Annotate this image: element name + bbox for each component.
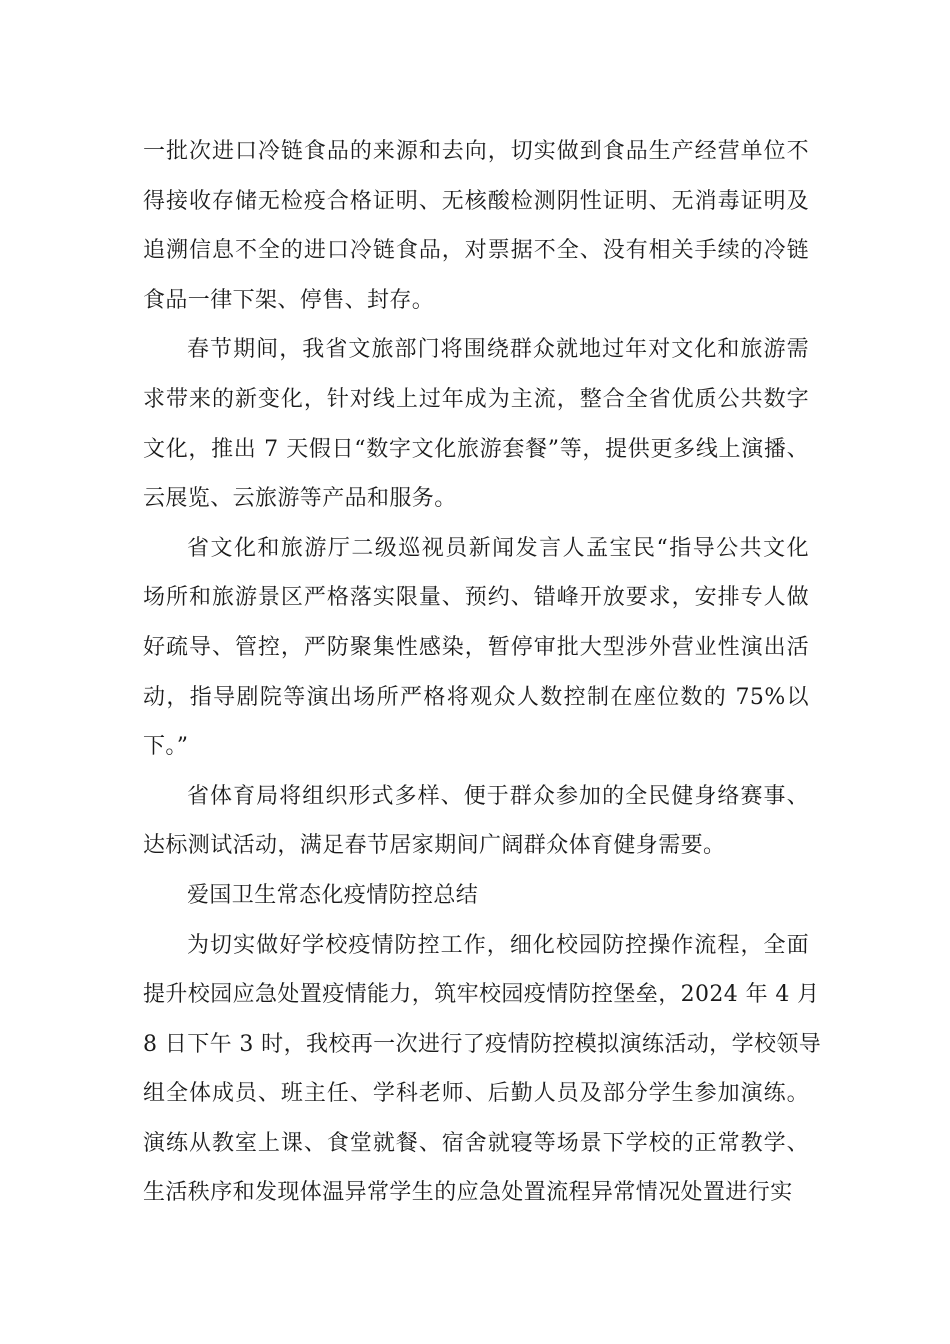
text-line: 省体育局将组织形式多样、便于群众参加的全民健身络赛事、 (187, 783, 809, 809)
text-line: 达标测试活动，满足春节居家期间广阔群众体育健身需要。 (143, 833, 726, 859)
paragraph (143, 871, 809, 921)
text-line: 爱国卫生常态化疫情防控总结 (187, 882, 479, 908)
paragraph (143, 127, 809, 325)
document-body (143, 127, 822, 1218)
text-line: 省文化和旅游厅二级巡视员新闻发言人孟宝民“指导公共文化 (187, 535, 809, 561)
text-line: 食品一律下架、停售、封存。 (143, 287, 435, 313)
text-line: 好疏导、管控，严防聚集性感染，暂停审批大型涉外营业性演出活 (143, 634, 809, 660)
text-line: 为切实做好学校疫情防控工作，细化校园防控操作流程，全面 (187, 932, 809, 958)
paragraph (143, 325, 809, 523)
text-line: 提升校园应急处置疫情能力，筑牢校园疫情防控堡垒，2024 年 4 月 (143, 982, 820, 1008)
text-line: 下。” (143, 734, 189, 760)
paragraph (143, 921, 822, 1219)
text-line: 动，指导剧院等演出场所严格将观众人数控制在座位数的 75%以 (143, 684, 809, 710)
paragraph (143, 772, 809, 871)
text-line: 得接收存储无检疫合格证明、无核酸检测阴性证明、无消毒证明及 (143, 188, 809, 214)
text-line: 云展览、云旅游等产品和服务。 (143, 486, 457, 512)
text-line: 一批次进口冷链食品的来源和去向，切实做到食品生产经营单位不 (143, 139, 809, 164)
text-line: 追溯信息不全的进口冷链食品，对票据不全、没有相关手续的冷链 (143, 238, 809, 264)
text-line: 春节期间，我省文旅部门将围绕群众就地过年对文化和旅游需 (187, 337, 809, 363)
text-line: 8 日下午 3 时，我校再一次进行了疫情防控模拟演练活动，学校领导 (143, 1031, 822, 1057)
text-line: 组全体成员、班主任、学科老师、后勤人员及部分学生参加演练。 (143, 1081, 809, 1107)
text-line: 生活秩序和发现体温异常学生的应急处置流程异常情况处置进行实 (143, 1180, 793, 1206)
text-line: 文化，推出 7 天假日“数字文化旅游套餐”等，提供更多线上演播、 (143, 436, 809, 462)
text-line: 场所和旅游景区严格落实限量、预约、错峰开放要求，安排专人做 (143, 585, 809, 611)
paragraph (143, 524, 809, 772)
text-line: 演练从教室上课、食堂就餐、宿舍就寝等场景下学校的正常教学、 (143, 1130, 809, 1156)
text-line: 求带来的新变化，针对线上过年成为主流，整合全省优质公共数字 (143, 386, 809, 412)
